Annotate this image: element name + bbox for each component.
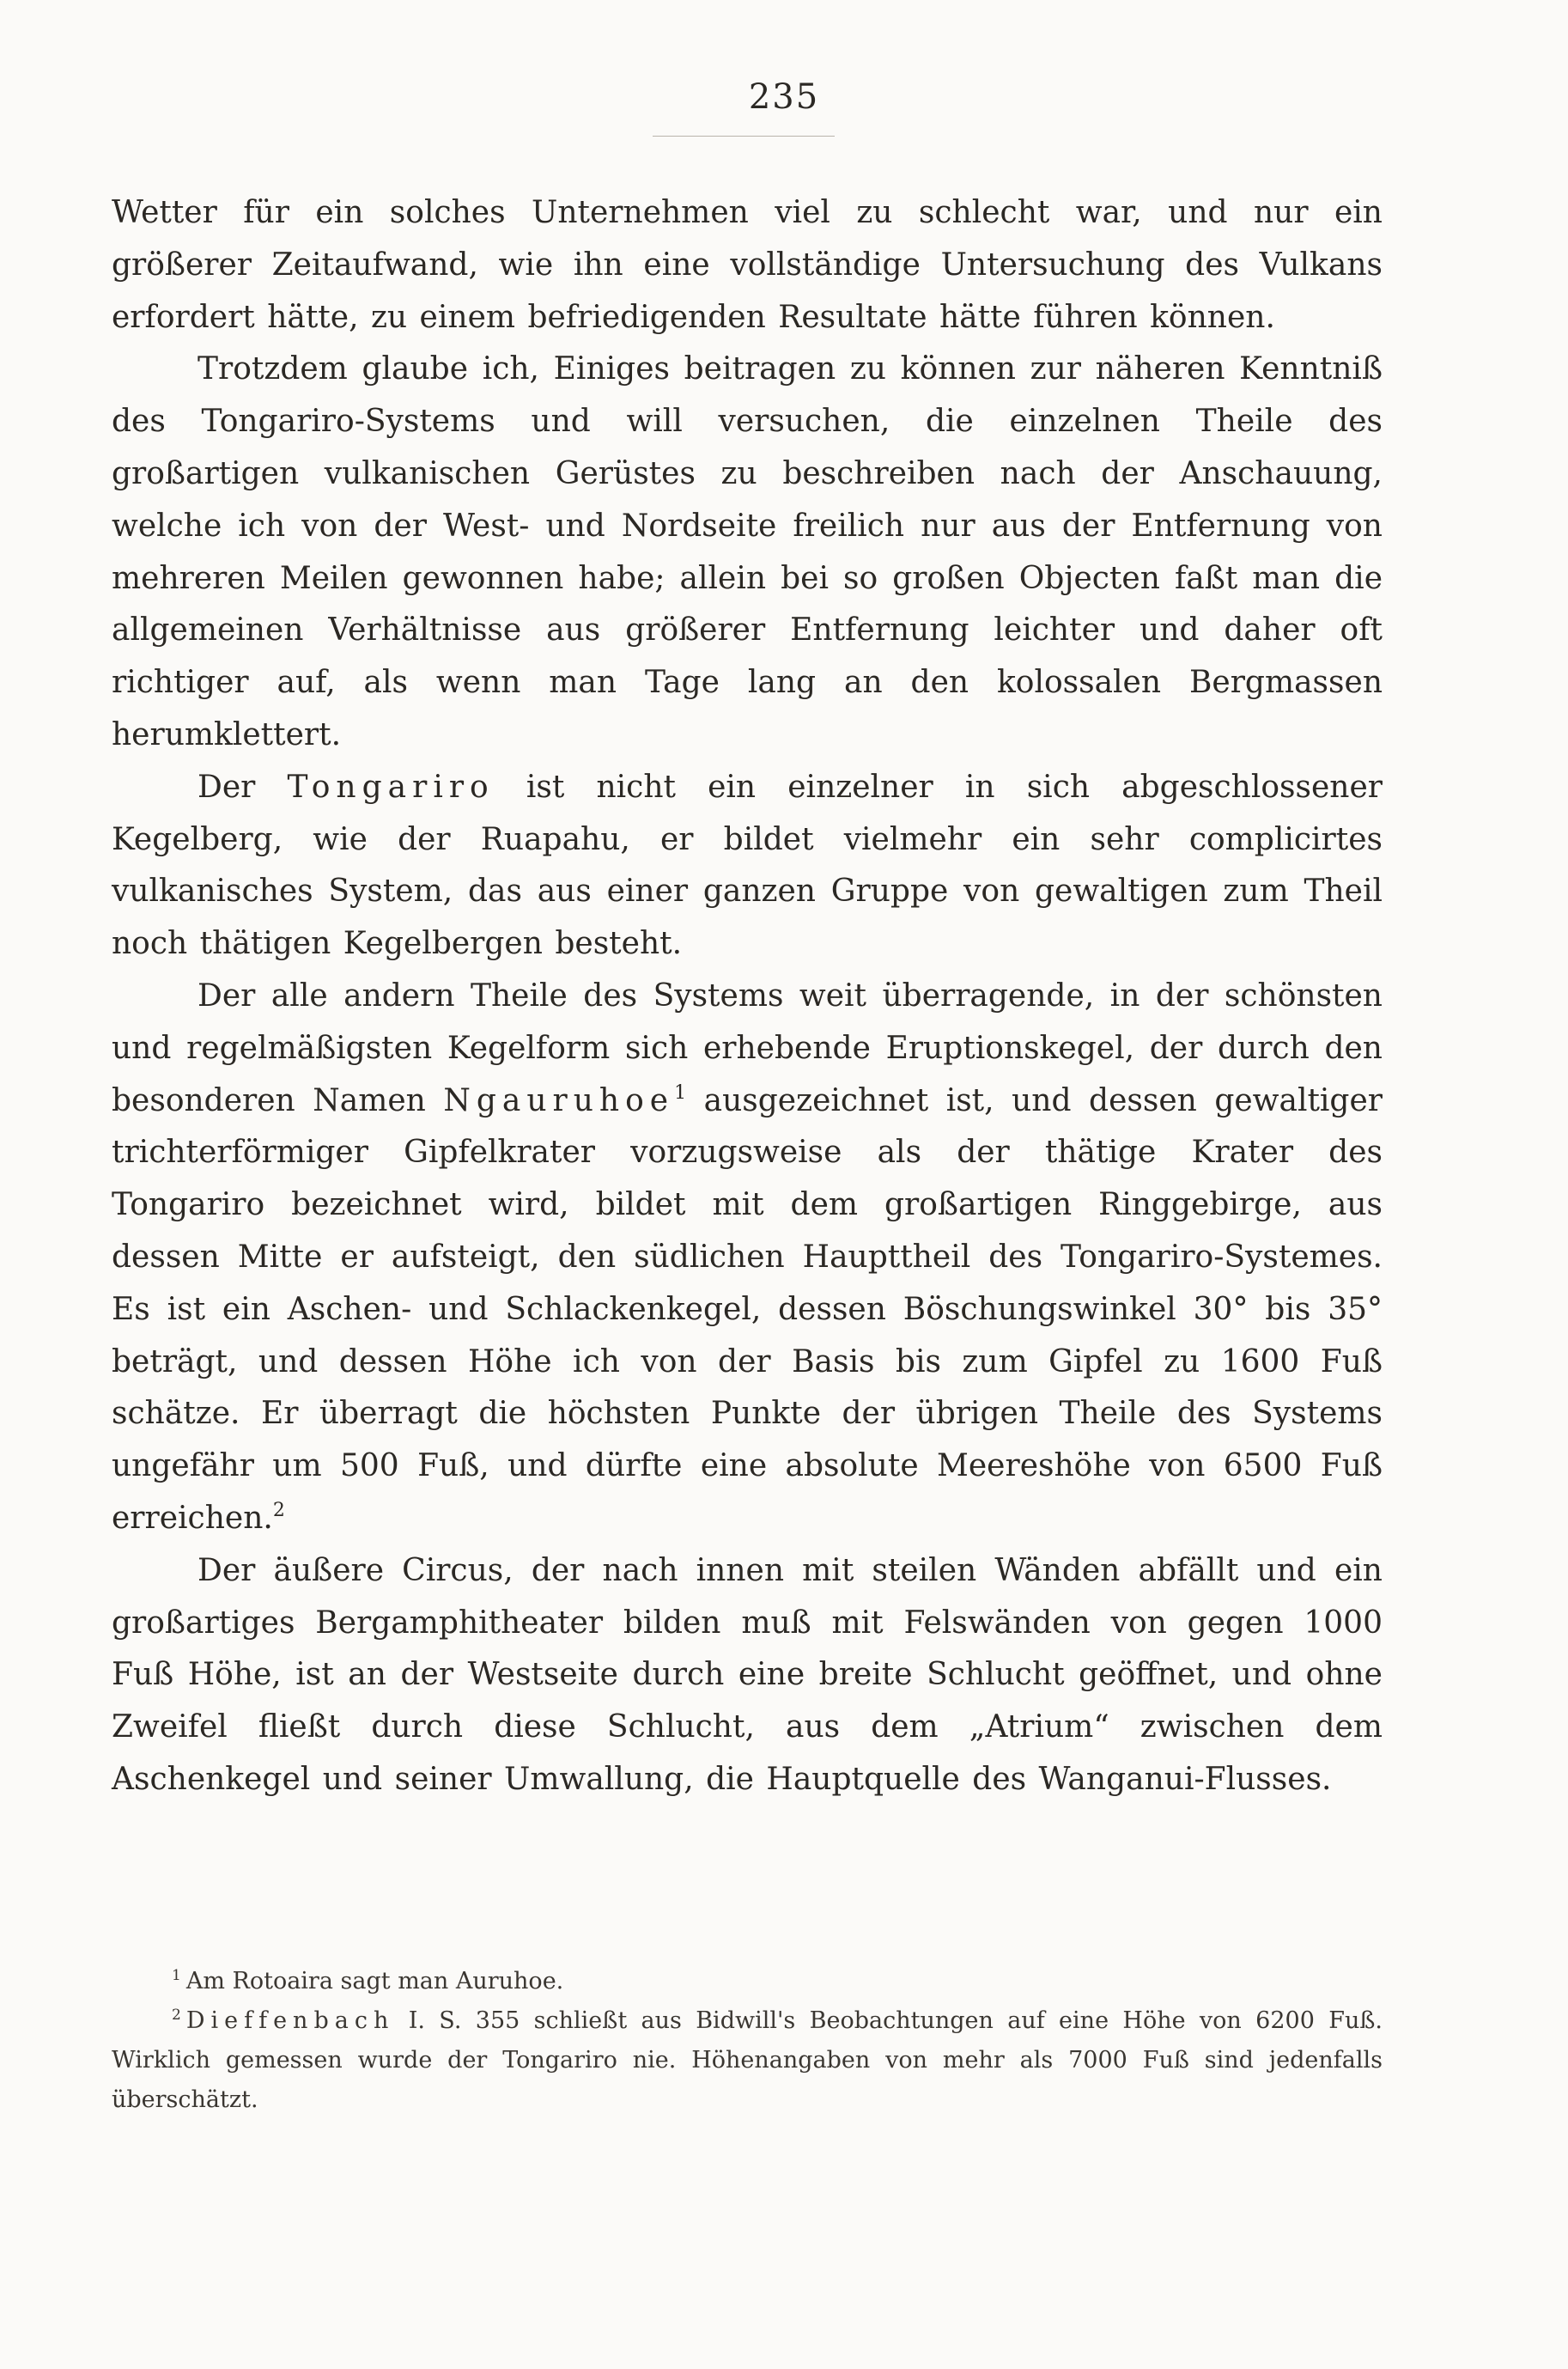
ngauruhoe-spaced-name: Ngauruhoe xyxy=(443,1082,675,1118)
footnote-1-mark: 1 xyxy=(172,1967,181,1984)
paragraph-3-lead: Der xyxy=(198,769,256,805)
paragraph-4-rest: ausgezeichnet ist, und dessen gewaltiger trichterförmiger Gipfelkrater vorzugsweise als der thätige Krater des Tongariro bezeichnet wird, bildet mit dem großartigen Ringgebirge, aus dessen Mitte er aufsteigt, den südlichen Haupttheil des Tongariro-Systemes. Es ist ein Aschen- und Schlackenkegel, dessen Böschungswinkel 30° bis 35° beträgt, und dessen Höhe ich von der Basis bis zum Gipfel zu 1600 Fuß schätze. Er überragt die höchsten Punkte der übrigen Theile des Systems ungefähr um 500 Fuß, und dürfte eine absolute Meereshöhe von 6500 Fuß erreichen. xyxy=(112,1082,1383,1536)
paragraph-4-lead: Der alle andern Theile des Systems weit überragende, in der schönsten und regelmäßigsten Kegelform sich erhebende Eruptionskegel, der durch den besonderen Namen xyxy=(112,977,1383,1118)
tongariro-spaced-name: Tongariro xyxy=(287,769,495,805)
header-rule xyxy=(653,136,835,137)
footnote-marker-2: 2 xyxy=(272,1499,285,1521)
paragraph-3-rest: ist nicht ein einzelner in sich abgeschlossener Kegelberg, wie der Ruapahu, er bildet vielmehr ein sehr complicirtes vulkanisches System, das aus einer ganzen Gruppe von gewaltigen zum Theil noch thätigen Kegelbergen besteht. xyxy=(112,769,1383,962)
paragraph-2: Trotzdem glaube ich, Einiges beitragen zu können zur näheren Kenntniß des Tongariro-Systems und will versuchen, die einzelnen Theile des großartigen vulkanischen Gerüstes zu beschreiben nach der Anschauung, welche ich von der West- und Nordseite freilich nur aus der Entfernung von mehreren Meilen gewonnen habe; allein bei so großen Objecten faßt man die allgemeinen Verhältnisse aus größerer Entfernung leichter und daher oft richtiger auf, als wenn man Tage lang an den kolossalen Bergmassen herumklettert. xyxy=(112,351,1383,752)
footnote-2-author: Dieffenbach xyxy=(185,2007,395,2034)
footnote-marker-1: 1 xyxy=(674,1081,687,1104)
footnotes xyxy=(112,1962,1383,2120)
footnote-1 xyxy=(112,1962,1383,2001)
footnote-1-text: Am Rotoaira sagt man Auruhoe. xyxy=(185,1968,564,1994)
page-number: 235 xyxy=(748,77,820,117)
paragraph-1: Wetter für ein solches Unternehmen viel zu schlecht war, und nur ein größerer Zeitaufwand, wie ihn eine vollständige Untersuchung des Vulkans erfordert hätte, zu einem befriedigenden Resultate hätte führen können. xyxy=(112,195,1383,335)
paragraph-4 xyxy=(112,971,1383,1545)
footnote-2-mark: 2 xyxy=(172,2007,181,2024)
footnote-2-text: I. S. 355 schließt aus Bidwill's Beobachtungen auf eine Höhe von 6200 Fuß. Wirklich gemessen wurde der Tongariro nie. Höhenangaben von mehr als 7000 Fuß sind jedenfalls überschätzt. xyxy=(112,2007,1383,2113)
body-text xyxy=(112,187,1383,1806)
paragraph-3 xyxy=(112,762,1383,971)
paragraph-5: Der äußere Circus, der nach innen mit steilen Wänden abfällt und ein großartiges Bergamphitheater bilden muß mit Felswänden von gegen 1000 Fuß Höhe, ist an der Westseite durch eine breite Schlucht geöffnet, und ohne Zweifel fließt durch diese Schlucht, aus dem „Atrium“ zwischen dem Aschenkegel und seiner Umwallung, die Hauptquelle des Wanganui-Flusses. xyxy=(112,1552,1383,1797)
footnote-2 xyxy=(112,2001,1383,2120)
